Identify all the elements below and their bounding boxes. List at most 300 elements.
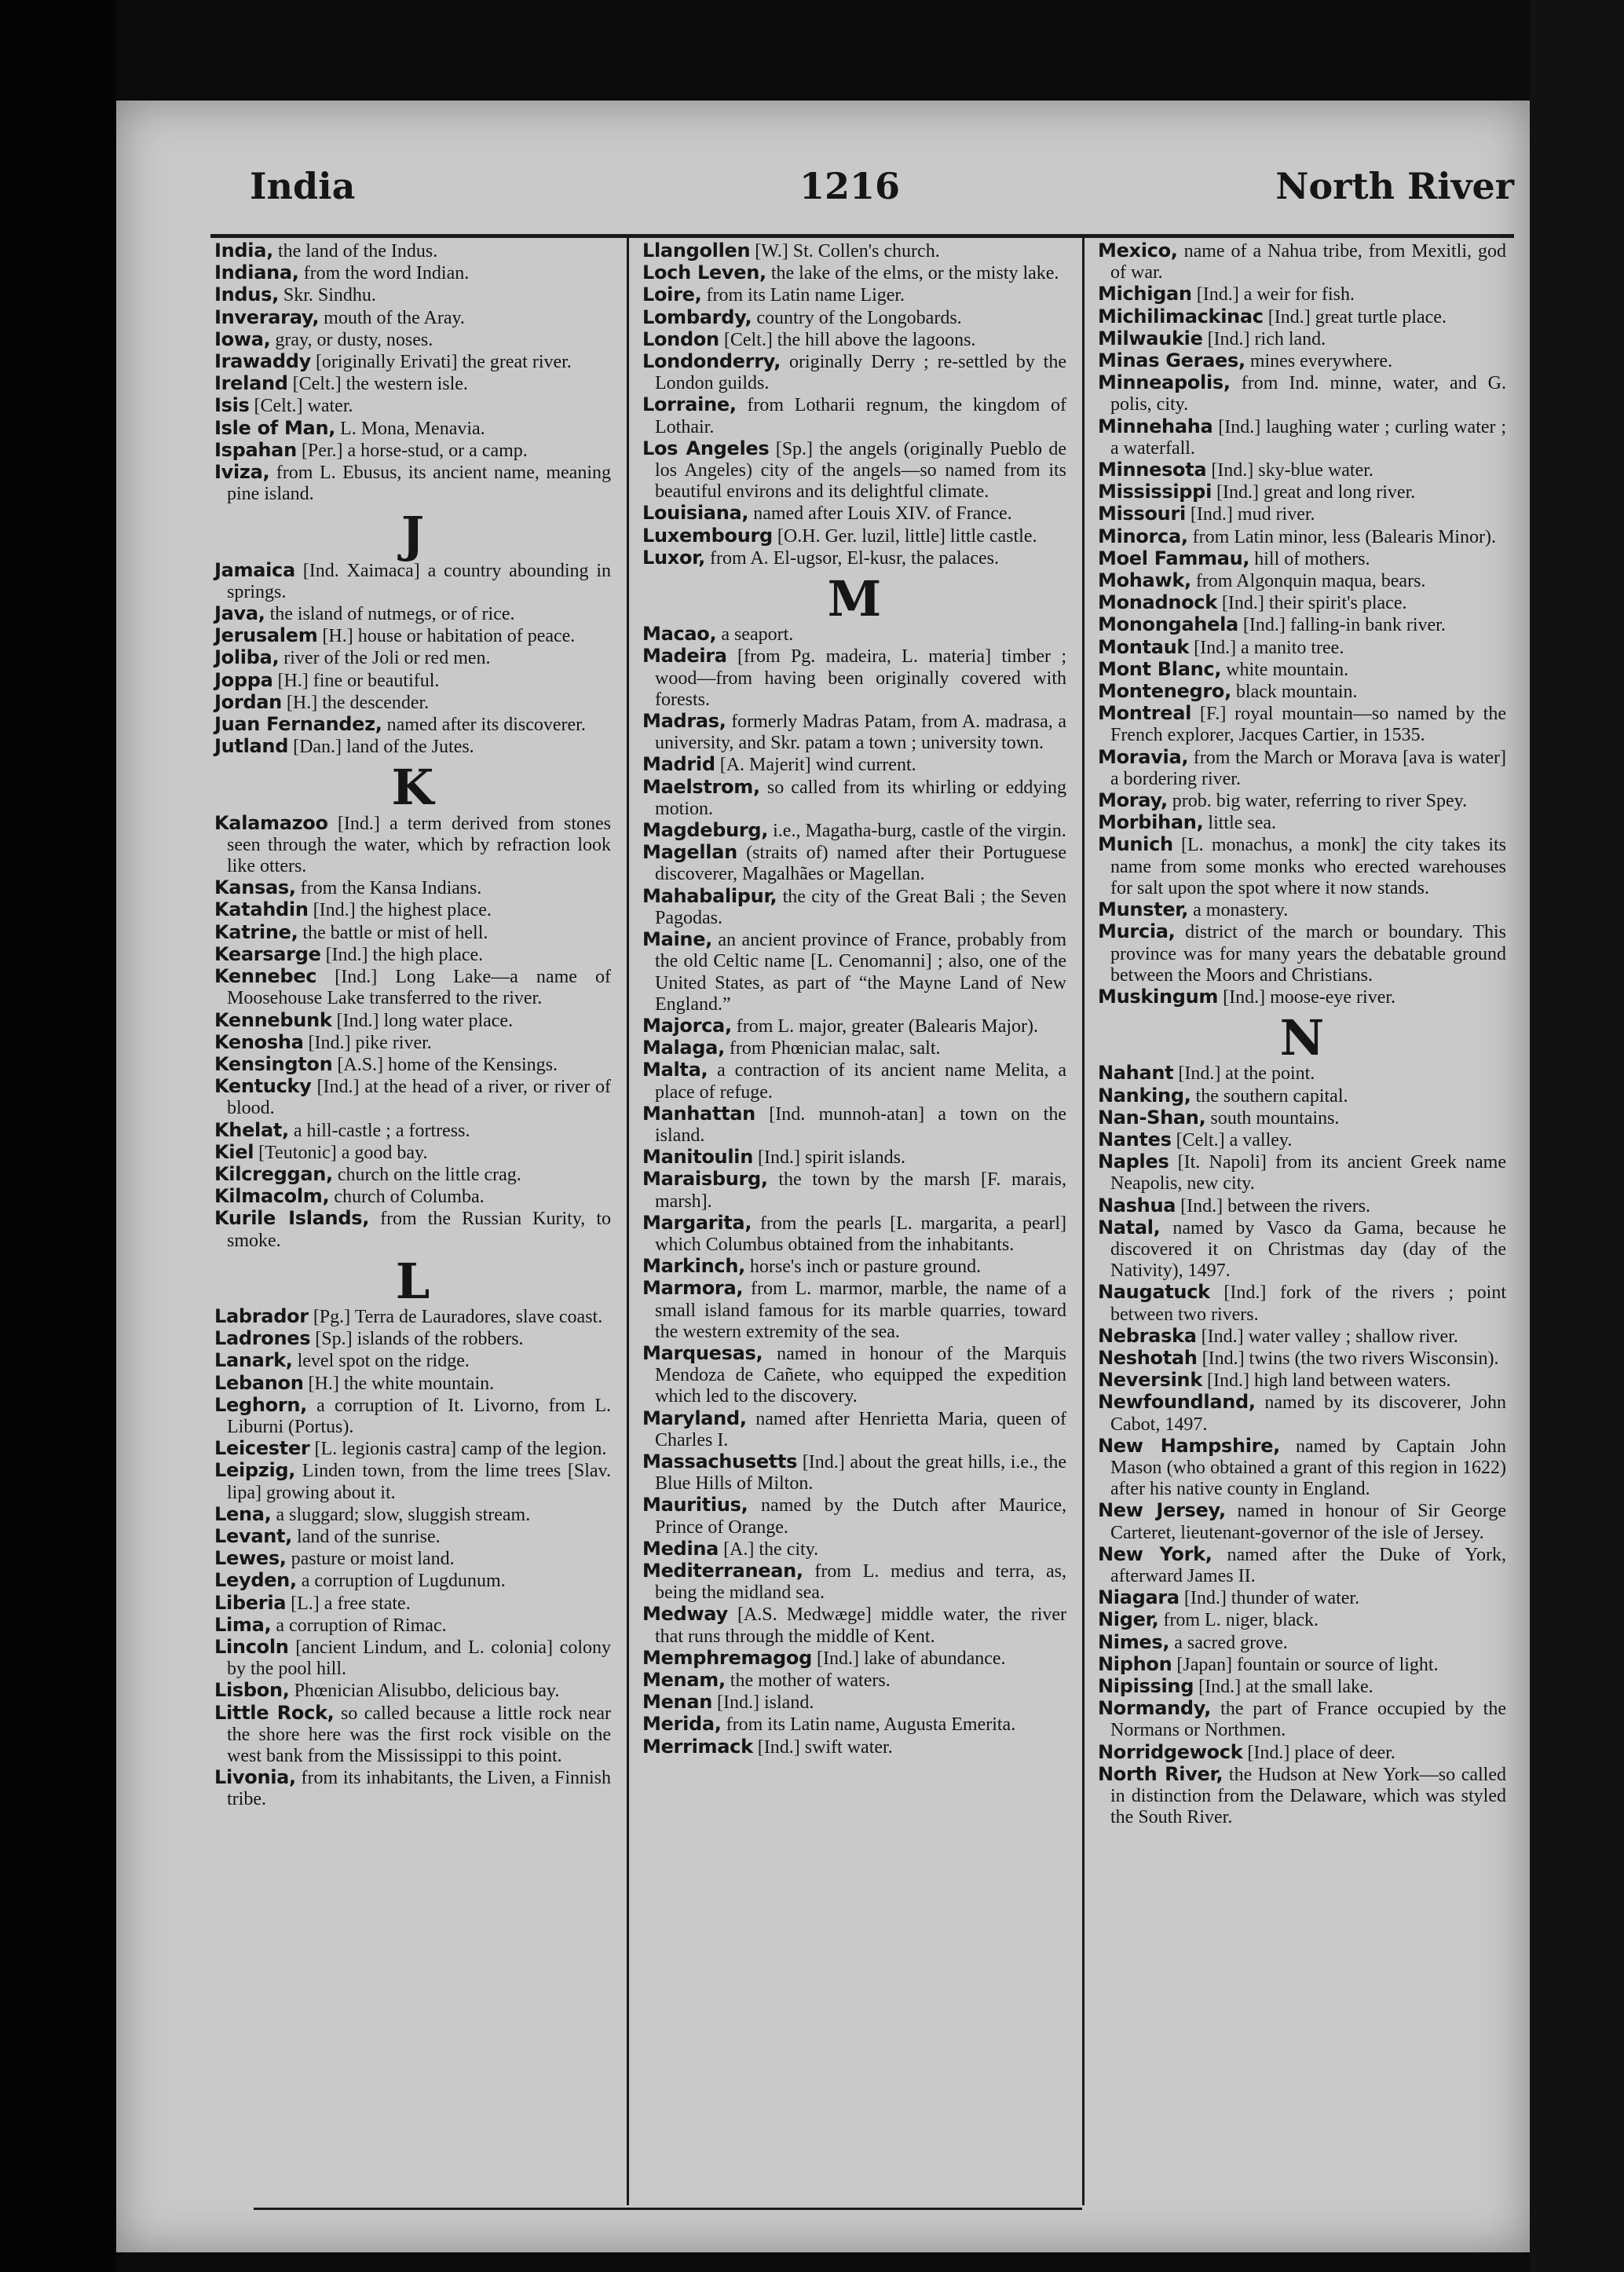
- dictionary-entry: [1098, 328, 1506, 350]
- dictionary-entry: [214, 922, 611, 944]
- entry-definition: [Ind.] great turtle place.: [1263, 306, 1447, 327]
- entry-headword: Lima,: [214, 1613, 272, 1636]
- dictionary-entry: [214, 1373, 611, 1395]
- section-letter: K: [391, 759, 434, 817]
- entry-headword: Iowa,: [214, 327, 271, 350]
- entry-definition: [Dan.] land of the Jutes.: [288, 737, 474, 758]
- entry-definition: L. Mona, Menavia.: [335, 418, 485, 439]
- entry-headword: Khelat,: [214, 1118, 289, 1141]
- entry-headword: India,: [214, 240, 273, 262]
- entry-headword: Medway: [642, 1603, 728, 1626]
- entry-headword: Norridgewock: [1098, 1740, 1243, 1763]
- dictionary-entry: [214, 813, 611, 878]
- entry-definition: [It. Napoli] from its ancient Greek name Neapolis, new city.: [1110, 1152, 1506, 1195]
- entry-headword: Londonderry,: [642, 350, 781, 373]
- entry-headword: Minorca,: [1098, 525, 1188, 547]
- entry-definition: [Ind.] island.: [712, 1692, 814, 1714]
- entry-definition: [A.] the city.: [719, 1538, 819, 1560]
- dictionary-entry: [214, 1767, 611, 1810]
- entry-headword: New York,: [1098, 1542, 1213, 1565]
- dictionary-entry: [642, 1495, 1066, 1538]
- entry-definition: pasture or moist land.: [286, 1549, 455, 1570]
- entry-headword: Lombardy,: [642, 305, 752, 328]
- entry-headword: Kiel: [214, 1140, 254, 1163]
- entry-definition: the Hudson at New York—so called in distinction from the Delaware, which was styled the South River.: [1110, 1764, 1506, 1828]
- dictionary-entry: [214, 1703, 611, 1768]
- entry-definition: [Ind.] lake of abundance.: [812, 1648, 1006, 1669]
- entry-headword: Inveraray,: [214, 305, 320, 328]
- dictionary-entry: [1098, 1632, 1506, 1654]
- entry-headword: Kurile Islands,: [214, 1207, 370, 1230]
- entry-headword: Magdeburg,: [642, 819, 769, 842]
- entry-headword: Leicester: [214, 1437, 310, 1460]
- entry-headword: Mont Blanc,: [1098, 657, 1222, 680]
- entry-definition: originally Derry ; re-settled by the London guilds.: [655, 352, 1066, 394]
- entry-definition: from Latin minor, less (Balearis Minor).: [1187, 526, 1496, 547]
- dictionary-entry: [1098, 1370, 1506, 1392]
- dictionary-entry: [1098, 350, 1506, 372]
- dictionary-entry: [1098, 1282, 1506, 1325]
- entry-headword: Niphon: [1098, 1652, 1172, 1675]
- entry-headword: Kensington: [214, 1052, 333, 1075]
- entry-headword: Missouri: [1098, 503, 1186, 525]
- dictionary-entry: [214, 1615, 611, 1637]
- dictionary-entry: [214, 1504, 611, 1526]
- entry-definition: [O.H. Ger. luzil, little] little castle.: [772, 525, 1037, 547]
- dictionary-entry: [1098, 1151, 1506, 1195]
- entry-definition: the lake of the elms, or the misty lake.: [766, 263, 1059, 284]
- entry-headword: Newfoundland,: [1098, 1391, 1256, 1414]
- entry-headword: Mauritius,: [642, 1494, 748, 1516]
- dictionary-entry: [214, 329, 611, 351]
- dictionary-entry: [1098, 1129, 1506, 1151]
- dictionary-entry: [1098, 1654, 1506, 1676]
- dictionary-entry: [1098, 481, 1506, 503]
- entry-definition: [Ind.] water valley ; shallow river.: [1196, 1326, 1458, 1347]
- entry-headword: Mediterranean,: [642, 1559, 803, 1582]
- entry-definition: [Ind.] mud river.: [1185, 504, 1315, 525]
- dictionary-entry: [642, 1736, 1066, 1758]
- entry-definition: Skr. Sindhu.: [278, 285, 376, 306]
- dictionary-entry: [642, 1670, 1066, 1692]
- entry-headword: Levant,: [214, 1524, 292, 1547]
- dictionary-entry: [642, 329, 1066, 351]
- entry-headword: Llangollen: [642, 240, 751, 262]
- entry-definition: church of Columba.: [329, 1187, 485, 1208]
- column-divider: [1082, 238, 1084, 2205]
- entry-definition: [W.] St. Collen's church.: [750, 241, 940, 262]
- entry-headword: Isis: [214, 394, 250, 417]
- entry-definition: the city of the Great Bali ; the Seven Pagodas.: [655, 886, 1066, 928]
- dictionary-entry: [1098, 1392, 1506, 1435]
- entry-headword: Nimes,: [1098, 1630, 1170, 1653]
- header-first-word: India: [250, 165, 356, 207]
- entry-definition: named in honour of the Marquis Mendoza de Cañete, who equipped the expedition which led to the discovery.: [655, 1343, 1066, 1407]
- scan-border-left: [0, 0, 116, 2272]
- entry-definition: formerly Madras Patam, from A. madrasa, a university, and Skr. patam a town ; university town.: [655, 712, 1066, 754]
- dictionary-entry: [214, 1460, 611, 1503]
- entry-headword: Joppa: [214, 668, 273, 691]
- entry-definition: [Ind.] moose-eye river.: [1218, 986, 1396, 1008]
- entry-definition: [Ind.] swift water.: [752, 1736, 893, 1758]
- entry-headword: Kilcreggan,: [214, 1162, 333, 1185]
- entry-headword: Jerusalem: [214, 624, 318, 647]
- entry-headword: Naples: [1098, 1151, 1169, 1173]
- entry-definition: [L.] a free state.: [286, 1593, 411, 1614]
- entry-definition: a contraction of its ancient name Melita, a place of refuge.: [655, 1060, 1066, 1103]
- entry-definition: [H.] house or habitation of peace.: [317, 626, 576, 647]
- entry-definition: named by the Dutch after Maurice, Prince of Orange.: [655, 1495, 1066, 1538]
- entry-definition: from L. medius and terra, as, being the midland sea.: [655, 1560, 1066, 1604]
- entry-headword: Mohawk,: [1098, 569, 1191, 592]
- entry-headword: Menan: [642, 1691, 713, 1714]
- dictionary-entry: [214, 670, 611, 692]
- entry-definition: [Ind.] the high place.: [320, 944, 484, 965]
- dictionary-entry: [642, 1343, 1066, 1408]
- entry-headword: Lisbon,: [214, 1679, 290, 1702]
- entry-definition: named after its discoverer.: [382, 715, 586, 736]
- entry-headword: Minneapolis,: [1098, 371, 1231, 394]
- entry-definition: the town by the marsh [F. marais, marsh].: [655, 1169, 1066, 1212]
- column-2: [642, 240, 1066, 1758]
- dictionary-entry: [214, 1054, 611, 1076]
- entry-definition: church on the little crag.: [332, 1164, 521, 1185]
- entry-headword: Munich: [1098, 833, 1173, 856]
- entry-headword: Kennebunk: [214, 1008, 332, 1031]
- entry-definition: the mother of waters.: [725, 1670, 891, 1691]
- entry-definition: from Algonquin maqua, bears.: [1191, 571, 1426, 592]
- dictionary-entry: [642, 1538, 1066, 1560]
- entry-headword: Malaga,: [642, 1037, 725, 1059]
- entry-definition: hill of mothers.: [1249, 548, 1370, 569]
- dictionary-entry: [1098, 1107, 1506, 1129]
- dictionary-entry: [1098, 526, 1506, 548]
- entry-headword: Moray,: [1098, 789, 1168, 812]
- entry-definition: district of the march or boundary. This province was for many years the debatable ground between the Moors and Christians.: [1110, 922, 1506, 986]
- entry-headword: Kenosha: [214, 1030, 304, 1053]
- entry-headword: Montreal: [1098, 702, 1192, 725]
- dictionary-entry: [214, 240, 611, 262]
- dictionary-entry: [642, 1103, 1066, 1147]
- dictionary-entry: [214, 284, 611, 306]
- entry-headword: Nan-Shan,: [1098, 1106, 1206, 1129]
- entry-headword: Juan Fernandez,: [214, 713, 382, 736]
- entry-definition: [L. monachus, a monk] the city takes its name from some monks who erected warehouses for salt upon the spot where it now stands.: [1110, 835, 1506, 898]
- entry-headword: Minas Geraes,: [1098, 349, 1245, 372]
- entry-headword: Kearsarge: [214, 942, 321, 965]
- entry-headword: Moravia,: [1098, 745, 1189, 768]
- entry-definition: so called from its whirling or eddying motion.: [655, 777, 1066, 819]
- entry-headword: Ladrones: [214, 1327, 311, 1350]
- entry-definition: from its Latin name Liger.: [701, 285, 905, 306]
- dictionary-entry: [1098, 1085, 1506, 1107]
- entry-definition: named by Vasco da Gama, because he discovered it on Christmas day (day of the Nativity), 1497.: [1110, 1217, 1506, 1282]
- dictionary-entry: [642, 394, 1066, 437]
- entry-definition: [Per.] a horse-stud, or a camp.: [296, 440, 528, 461]
- dictionary-entry: [642, 438, 1066, 503]
- header-last-word: North River: [1275, 165, 1514, 207]
- entry-headword: Lorraine,: [642, 393, 737, 416]
- dictionary-entry: [642, 1714, 1066, 1736]
- dictionary-entry: [1098, 1742, 1506, 1764]
- entry-headword: Natal,: [1098, 1216, 1161, 1238]
- entry-definition: from the Kansa Indians.: [295, 878, 482, 899]
- entry-definition: from the pearls [L. margarita, a pearl] which Columbus obtained from the inhabitants.: [655, 1213, 1066, 1255]
- dictionary-entry: [214, 262, 611, 284]
- entry-definition: so called because a little rock near the shore here was the first rock visible on the west bank from the Mississippi to this point.: [227, 1703, 612, 1766]
- dictionary-entry: [1098, 1195, 1506, 1217]
- entry-definition: [Japan] fountain or source of light.: [1172, 1654, 1439, 1675]
- entry-headword: Mexico,: [1098, 240, 1178, 262]
- dictionary-entry: [1098, 1217, 1506, 1282]
- entry-headword: Kentucky: [214, 1075, 312, 1098]
- dictionary-entry: [1098, 681, 1506, 703]
- entry-definition: (straits of) named after their Portuguese discoverer, Magalhães or Magellan.: [655, 843, 1066, 885]
- dictionary-entry: [1098, 614, 1506, 636]
- entry-definition: an ancient province of France, probably from the old Celtic name [L. Cenomanni] ; also, one of the United States, as part of “the Mayne Land of New England.”: [655, 930, 1066, 1015]
- entry-definition: [Ind.] falling-in bank river.: [1238, 615, 1446, 636]
- dictionary-entry: [1098, 1764, 1506, 1829]
- entry-definition: a corruption of Lugdunum.: [296, 1571, 506, 1592]
- dictionary-entry: [214, 1120, 611, 1142]
- dictionary-entry: [1098, 503, 1506, 525]
- entry-headword: Niagara: [1098, 1586, 1180, 1609]
- entry-definition: [Ind.] at the point.: [1173, 1063, 1315, 1085]
- entry-headword: Marquesas,: [642, 1341, 763, 1364]
- entry-headword: New Jersey,: [1098, 1499, 1226, 1522]
- dictionary-entry: [642, 1451, 1066, 1495]
- dictionary-entry: [214, 395, 611, 417]
- dictionary-entry: [214, 1142, 611, 1164]
- dictionary-entry: [642, 820, 1066, 842]
- entry-headword: Kilmacolm,: [214, 1185, 330, 1208]
- dictionary-entry: [214, 1076, 611, 1119]
- entry-definition: [F.] royal mountain—so named by the French explorer, Jacques Cartier, in 1535.: [1110, 704, 1506, 746]
- entry-headword: Los Angeles: [642, 437, 770, 459]
- entry-definition: [Ind.] the highest place.: [308, 900, 492, 921]
- entry-definition: name of a Nahua tribe, from Mexitli, god of war.: [1110, 241, 1506, 284]
- section-letter: M: [827, 570, 882, 628]
- entry-headword: Kalamazoo: [214, 811, 328, 834]
- dictionary-entry: [214, 899, 611, 921]
- entry-headword: Isle of Man,: [214, 416, 336, 439]
- entry-headword: Kansas,: [214, 876, 296, 899]
- section-letter: L: [395, 1252, 430, 1310]
- dictionary-entry: [214, 1548, 611, 1570]
- dictionary-entry: [1098, 548, 1506, 570]
- dictionary-entry: [214, 307, 611, 329]
- entry-definition: level spot on the ridge.: [292, 1351, 470, 1372]
- dictionary-entry: [1098, 240, 1506, 284]
- dictionary-entry: [214, 1350, 611, 1372]
- dictionary-entry: [642, 525, 1066, 547]
- entry-headword: Lanark,: [214, 1349, 293, 1372]
- dictionary-entry: [642, 842, 1066, 885]
- entry-headword: Irawaddy: [214, 350, 311, 373]
- dictionary-entry: [1098, 703, 1506, 746]
- entry-headword: Neversink: [1098, 1369, 1202, 1392]
- entry-headword: Montenegro,: [1098, 680, 1231, 703]
- entry-definition: from the March or Morava [ava is water] a bordering river.: [1110, 747, 1506, 789]
- section-letter: J: [401, 506, 425, 564]
- entry-headword: Leipzig,: [214, 1459, 296, 1482]
- entry-headword: Kennebec: [214, 965, 317, 988]
- dictionary-entry: [1098, 790, 1506, 812]
- entry-definition: [Ind.] twins (the two rivers Wisconsin).: [1197, 1348, 1499, 1369]
- entry-headword: Maraisburg,: [642, 1168, 768, 1191]
- dictionary-entry: [642, 547, 1066, 569]
- dictionary-entry: [214, 351, 611, 373]
- entry-headword: Nashua: [1098, 1194, 1176, 1216]
- entry-headword: Katahdin: [214, 898, 309, 921]
- dictionary-entry: [214, 1010, 611, 1032]
- entry-definition: [Ind.] a manito tree.: [1189, 637, 1344, 658]
- entry-definition: named after Louis XIV. of France.: [748, 503, 1012, 525]
- entry-headword: Jordan: [214, 690, 282, 713]
- entry-definition: [Sp.] the angels (originally Pueblo de los Angeles) city of the angels—so named from its beautiful environs and its delightful climate.: [655, 438, 1067, 503]
- entry-definition: [Ind.] about the great hills, i.e., the Blue Hills of Milton.: [655, 1451, 1066, 1495]
- entry-headword: Manitoulin: [642, 1146, 753, 1169]
- entry-definition: from L. niger, black.: [1158, 1610, 1319, 1631]
- dictionary-entry: [1098, 284, 1506, 305]
- entry-headword: Katrine,: [214, 920, 298, 943]
- dictionary-entry: [1098, 1544, 1506, 1587]
- dictionary-entry: [642, 262, 1066, 284]
- entry-headword: Malta,: [642, 1059, 708, 1081]
- entry-headword: Normandy,: [1098, 1697, 1212, 1720]
- dictionary-entry: [214, 1593, 611, 1615]
- entry-definition: land of the sunrise.: [292, 1526, 441, 1547]
- entry-headword: Iviza,: [214, 461, 270, 484]
- entry-headword: Murcia,: [1098, 920, 1176, 943]
- entry-definition: black mountain.: [1231, 682, 1358, 703]
- dictionary-entry: [642, 1278, 1066, 1343]
- dictionary-entry: [642, 1147, 1066, 1169]
- entry-headword: Nantes: [1098, 1128, 1172, 1151]
- entry-definition: named by its discoverer, John Cabot, 1497.: [1110, 1392, 1506, 1435]
- dictionary-entry: [1098, 921, 1506, 986]
- entry-headword: Maine,: [642, 928, 712, 951]
- dictionary-entry: [214, 440, 611, 462]
- entry-headword: Mississippi: [1098, 481, 1212, 503]
- entry-definition: [Ind.] great and long river.: [1212, 482, 1416, 503]
- entry-definition: from its inhabitants, the Liven, a Finnish tribe.: [227, 1768, 611, 1810]
- entry-headword: Luxembourg: [642, 524, 773, 547]
- dictionary-entry: [214, 1637, 611, 1680]
- entry-definition: a sluggard; slow, sluggish stream.: [271, 1504, 531, 1525]
- dictionary-entry: [214, 692, 611, 714]
- entry-definition: from Ind. minne, water, and G. polis, city.: [1110, 373, 1506, 415]
- dictionary-entry: [642, 886, 1066, 929]
- entry-definition: from L. Ebusus, its ancient name, meaning pine island.: [227, 463, 611, 505]
- entry-definition: white mountain.: [1221, 659, 1349, 680]
- entry-definition: mouth of the Aray.: [319, 307, 465, 328]
- entry-definition: the part of France occupied by the Normans or Northmen.: [1110, 1699, 1506, 1741]
- entry-headword: Mahabalipur,: [642, 884, 777, 907]
- entry-headword: Nanking,: [1098, 1084, 1191, 1107]
- dictionary-entry: [214, 714, 611, 736]
- dictionary-entry: [1098, 1587, 1506, 1609]
- entry-definition: [originally Erivati] the great river.: [310, 352, 572, 373]
- entry-headword: Java,: [214, 602, 265, 625]
- entry-definition: a hill-castle ; a fortress.: [288, 1120, 470, 1141]
- entry-headword: Indus,: [214, 284, 279, 306]
- column-3: [1098, 240, 1506, 1828]
- entry-headword: Lincoln: [214, 1635, 289, 1658]
- dictionary-entry: [642, 1015, 1066, 1037]
- entry-headword: London: [642, 327, 719, 350]
- entry-definition: the battle or mist of hell.: [298, 922, 488, 943]
- entry-headword: Labrador: [214, 1304, 309, 1327]
- dictionary-entry: [642, 307, 1066, 329]
- dictionary-entry: [214, 966, 611, 1009]
- entry-headword: Menam,: [642, 1669, 726, 1691]
- entry-headword: Nahant: [1098, 1062, 1174, 1085]
- dictionary-entry: [642, 1692, 1066, 1714]
- entry-definition: [Ind.] long water place.: [331, 1010, 514, 1031]
- entry-definition: [Ind.] rich land.: [1202, 328, 1326, 349]
- dictionary-entry: [642, 711, 1066, 754]
- dictionary-entry: [1098, 1676, 1506, 1698]
- dictionary-entry: [642, 1648, 1066, 1670]
- dictionary-entry: [642, 1604, 1066, 1647]
- entry-headword: Munster,: [1098, 898, 1189, 921]
- dictionary-entry: [214, 1328, 611, 1350]
- entry-definition: from Lotharii regnum, the kingdom of Lothair.: [655, 395, 1066, 437]
- dictionary-entry: [1098, 570, 1506, 592]
- entry-headword: Massachusetts: [642, 1450, 798, 1473]
- dictionary-entry: [1098, 834, 1506, 899]
- entry-definition: [Ind.] place of deer.: [1242, 1742, 1395, 1763]
- dictionary-entry: [1098, 459, 1506, 481]
- entry-headword: Louisiana,: [642, 502, 749, 525]
- entry-headword: Jutland: [214, 735, 289, 758]
- entry-definition: [Ind.] a weir for fish.: [1191, 284, 1355, 305]
- entry-definition: [A.S.] home of the Kensings.: [332, 1054, 558, 1075]
- entry-definition: from its Latin name, Augusta Emerita.: [721, 1714, 1016, 1736]
- entry-headword: Minnehaha: [1098, 415, 1213, 437]
- dictionary-entry: [1098, 306, 1506, 328]
- dictionary-entry: [642, 1213, 1066, 1256]
- dictionary-entry: [642, 1169, 1066, 1212]
- page-number: 1216: [799, 165, 901, 207]
- entry-definition: from L. major, greater (Balearis Major).: [731, 1015, 1038, 1037]
- section-letter: N: [1279, 1009, 1325, 1067]
- dictionary-entry: [214, 603, 611, 625]
- entry-definition: [A.S. Medwæge] middle water, the river that runs through the middle of Kent.: [655, 1604, 1066, 1647]
- entry-headword: Liberia: [214, 1591, 287, 1614]
- entry-definition: Linden town, from the lime trees [Slav. lipa] growing about it.: [227, 1461, 611, 1503]
- entry-headword: Morbihan,: [1098, 811, 1204, 834]
- dictionary-entry: [214, 1438, 611, 1460]
- entry-headword: North River,: [1098, 1762, 1223, 1785]
- entry-headword: Muskingum: [1098, 985, 1219, 1008]
- dictionary-entry: [214, 1032, 611, 1054]
- entry-headword: Magellan: [642, 841, 737, 864]
- dictionary-entry: [214, 1395, 611, 1438]
- entry-headword: Michilimackinac: [1098, 305, 1264, 327]
- entry-headword: Little Rock,: [214, 1701, 335, 1724]
- column-divider: [627, 238, 629, 2205]
- scan-border-right: [1530, 0, 1624, 2272]
- dictionary-entry: [1098, 372, 1506, 415]
- entry-headword: Naugatuck: [1098, 1281, 1210, 1304]
- dictionary-entry: [214, 560, 611, 603]
- entry-definition: [Ind.] high land between waters.: [1202, 1370, 1451, 1392]
- entry-headword: Maryland,: [642, 1407, 747, 1429]
- entry-headword: Nebraska: [1098, 1324, 1197, 1347]
- dictionary-entry: [214, 1208, 611, 1251]
